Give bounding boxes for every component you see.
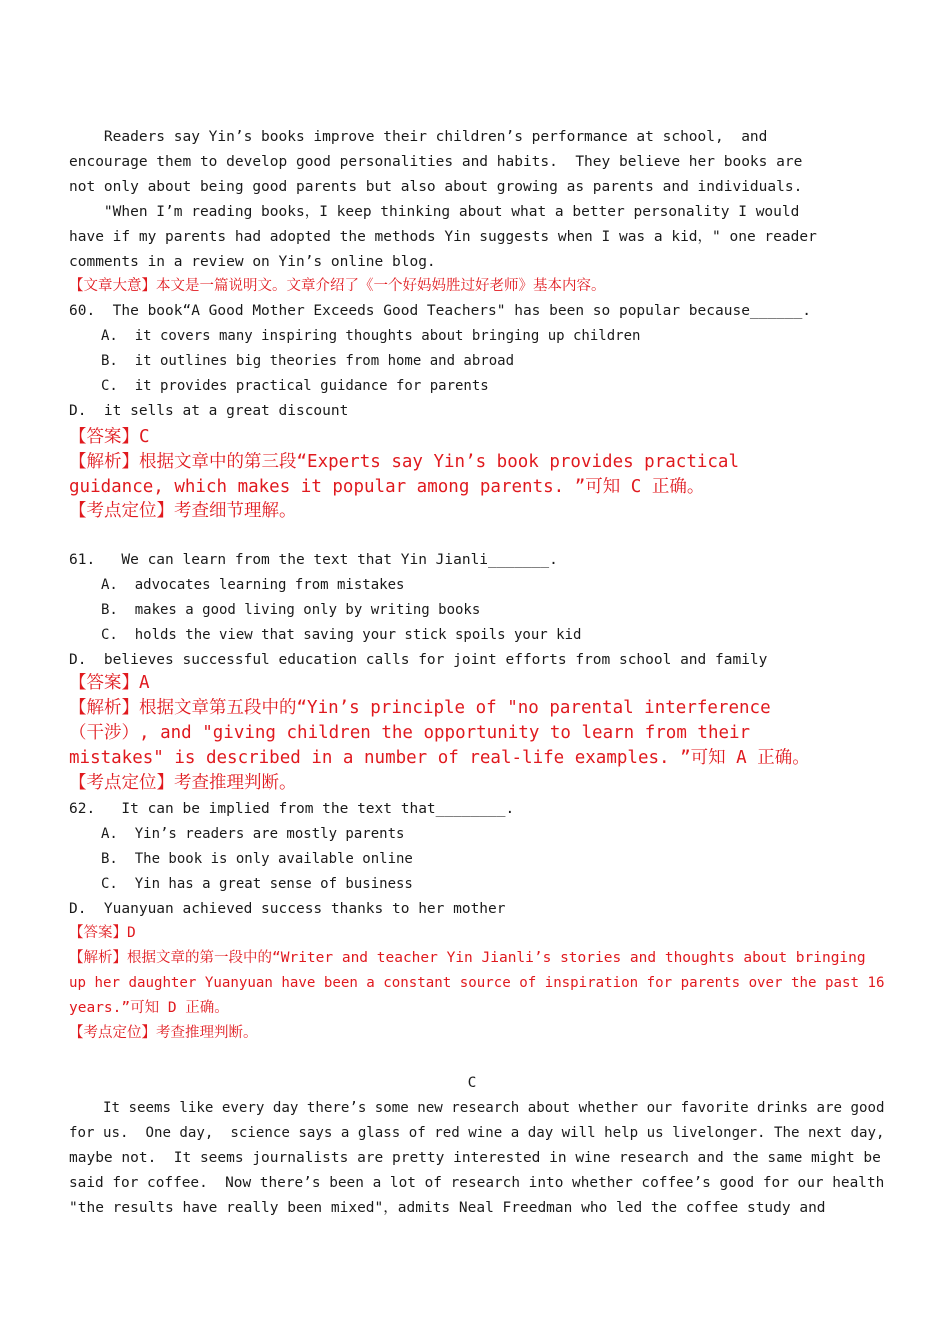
question-62-analysis: 【解析】根据文章的第一段中的“Writer and teacher Yin Jianli’s stories and thoughts about bringing bbox=[69, 950, 866, 966]
passage-line: "the results have really been mixed"，admits Neal Freedman who led the coffee study and bbox=[69, 1200, 826, 1216]
passage-line: encourage them to develop good personalities and habits. They believe her books are bbox=[69, 154, 803, 170]
passage-line: Readers say Yin’s books improve their children’s performance at school, and bbox=[69, 129, 768, 145]
question-62-option-b: B. The book is only available online bbox=[101, 851, 413, 867]
passage-line: not only about being good parents but also about growing as parents and individuals. bbox=[69, 179, 803, 195]
question-62-analysis: years.”可知 D 正确。 bbox=[69, 1000, 229, 1016]
question-61-option-b: B. makes a good living only by writing books bbox=[101, 602, 481, 618]
question-62-analysis: up her daughter Yuanyuan have been a constant source of inspiration for parents over the past 16 bbox=[69, 975, 885, 991]
question-60-stem: 60. The book“A Good Mother Exceeds Good Teachers" has been so popular because______. bbox=[69, 303, 812, 319]
question-60-option-b: B. it outlines big theories from home and abroad bbox=[101, 353, 515, 369]
passage-line: said for coffee. Now there’s been a lot of research into whether coffee’s good for our health bbox=[69, 1175, 885, 1191]
question-60-analysis: guidance, which makes it popular among parents. ”可知 C 正确。 bbox=[69, 477, 705, 497]
question-60-answer: 【答案】C bbox=[69, 427, 150, 447]
question-62-answer: 【答案】D bbox=[69, 925, 136, 941]
question-61-option-d: D. believes successful education calls for joint efforts from school and family bbox=[69, 652, 768, 668]
passage-line: "When I’m reading books，I keep thinking about what a better personality I would bbox=[69, 204, 800, 220]
question-62-option-a: A. Yin’s readers are mostly parents bbox=[101, 826, 405, 842]
passage-line: comments in a review on Yin’s online blog. bbox=[69, 254, 436, 270]
question-61-analysis: mistakes" is described in a number of real-life examples. ”可知 A 正确。 bbox=[69, 748, 810, 768]
passage-line: It seems like every day there’s some new research about whether our favorite drinks are good bbox=[69, 1100, 885, 1116]
question-60-point: 【考点定位】考查细节理解。 bbox=[69, 501, 297, 521]
question-61-stem: 61. We can learn from the text that Yin Jianli_______. bbox=[69, 552, 558, 568]
article-summary: 【文章大意】本文是一篇说明文。文章介绍了《一个好妈妈胜过好老师》基本内容。 bbox=[69, 278, 606, 294]
passage-line: have if my parents had adopted the methods Yin suggests when I was a kid，" one reader bbox=[69, 229, 817, 245]
question-62-point: 【考点定位】考查推理判断。 bbox=[69, 1025, 258, 1041]
question-62-option-d: D. Yuanyuan achieved success thanks to her mother bbox=[69, 901, 506, 917]
question-60-option-d: D. it sells at a great discount bbox=[69, 403, 349, 419]
question-61-option-c: C. holds the view that saving your stick spoils your kid bbox=[101, 627, 582, 643]
question-62-option-c: C. Yin has a great sense of business bbox=[101, 876, 413, 892]
passage-line: for us. One day, science says a glass of red wine a day will help us livelonger. The next day, bbox=[69, 1125, 885, 1141]
question-61-analysis: 【解析】根据文章第五段中的“Yin’s principle of "no parental interference bbox=[69, 698, 771, 718]
passage-line: maybe not. It seems journalists are pretty interested in wine research and the same might be bbox=[69, 1150, 881, 1166]
question-61-point: 【考点定位】考查推理判断。 bbox=[69, 773, 297, 793]
question-61-analysis: （干涉）, and "giving children the opportunity to learn from their bbox=[69, 723, 751, 743]
question-60-option-c: C. it provides practical guidance for parents bbox=[101, 378, 489, 394]
question-61-answer: 【答案】A bbox=[69, 673, 150, 693]
question-60-option-a: A. it covers many inspiring thoughts about bringing up children bbox=[101, 328, 641, 344]
question-62-stem: 62. It can be implied from the text that________. bbox=[69, 801, 515, 817]
question-61-option-a: A. advocates learning from mistakes bbox=[101, 577, 405, 593]
question-60-analysis: 【解析】根据文章中的第三段“Experts say Yin’s book provides practical bbox=[69, 452, 740, 472]
section-heading: C bbox=[467, 1075, 477, 1091]
